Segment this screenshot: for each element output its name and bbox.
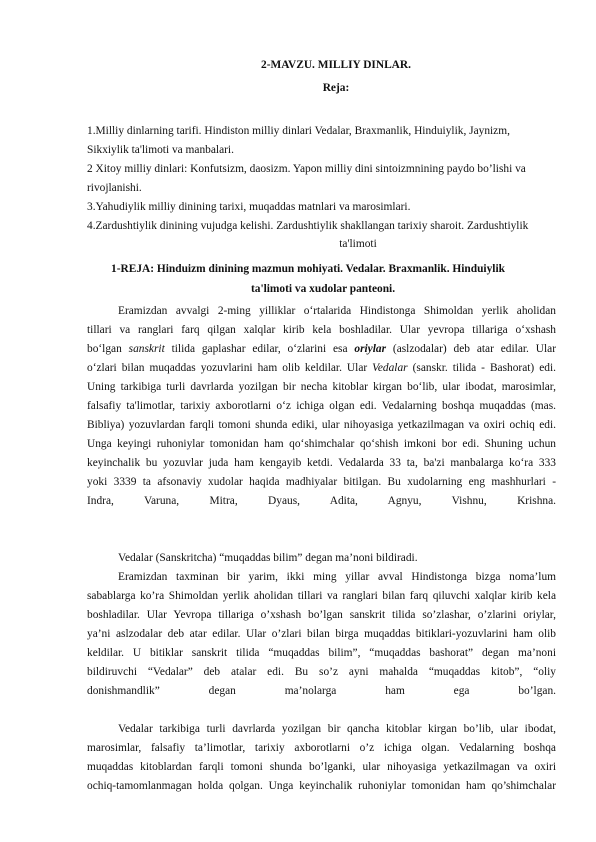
section-heading: 1-REJA: Hinduizm dinining mazmun mohiyati. Vedalar. Braxmanlik. Hinduiylik [111, 263, 505, 275]
paragraph-line: falsafiy ta'limotlar, tarixiy axborotlarni o‘z ichiga olgan edi. Vedalarning boshqa muqaddas (mas. [87, 400, 556, 412]
paragraph-line: tillari va ranglari farq qilgan xalqlar kirib kela boshladilar. Ular yevropa tillariga o‘xshash [87, 324, 556, 336]
page-title: 2-MAVZU. MILLIY DINLAR. [261, 59, 411, 71]
paragraph-line: donishmandlik” degan ma’nolarga ham ega bo’lgan. [87, 685, 556, 697]
paragraph-line: boshladilar. Ular Yevropa tillariga o’xshash bo’lgan sanskrit tilida so’zlashar, o’zlarini oriylar, [87, 609, 556, 621]
paragraph-line: sabablarga ko’ra Shimoldan yerlik aholidan tillari va ranglari bilan farq qiluvchi xalqlar kirib kela [87, 590, 556, 602]
paragraph-line: ya’ni aslzodalar deb atar edilar. Ular o’zlari bilan birga muqaddas bitiklari-yozuvlarini ham olib [87, 628, 556, 640]
paragraph-line: Eramizdan taxminan bir yarim, ikki ming yillar avval Hindistonga bizga noma’lum [118, 571, 556, 583]
plan-item: rivojlanishi. [87, 182, 142, 194]
paragraph-line: marosimlar, falsafiy ta’limotlar, tarixiy axborotlarni o’z ichiga olgan. Vedalarning boshqa [87, 742, 556, 754]
paragraph-line: keldilar. U bitiklar sanskrit tilida “muqaddas bilim”, “muqaddas bashorat” degan ma’noni [87, 647, 556, 659]
plan-heading: Reja: [322, 82, 350, 94]
plan-item: 1.Milliy dinlarning tarifi. Hindiston milliy dinlari Vedalar, Braxmanlik, Hinduiylik, Jaynizm, [87, 125, 510, 137]
plan-item: Sikxiylik ta'limoti va manbalari. [87, 144, 234, 156]
paragraph-line: Uning tarkibiga turli davrlarda yozilgan bir necha kitoblar kirgan bo‘lib, ular ibodat, marosimlar, [87, 381, 556, 393]
plan-item: 4.Zardushtiylik dinining vujudga kelishi. Zardushtiylik shakllangan tarixiy sharoit. Zardushtiylik [87, 220, 529, 232]
paragraph-line: Eramizdan avvalgi 2-ming yilliklar o‘rtalarida Hindistonga Shimoldan yerlik aholidan [118, 305, 556, 317]
paragraph-line: Vedalar tarkibiga turli davrlarda yozilgan bir qancha kitoblar kirgan bo’lib, ular ibodat, [118, 723, 556, 735]
paragraph-line: Bibliya) yozuvlardan farqli tomoni shunda ediki, ular nihoyasiga yetkazilmagan va oxiri ochiq edi. [87, 419, 556, 431]
paragraph-line: Unga keyingi ruhoniylar tomonidan ham qo‘shimchalar qo‘shish imkoni bor edi. Shuning uchun [87, 438, 556, 450]
paragraph-line: ochiq-tamomlanmagan holda qolgan. Unga keyinchalik ruhoniylar tomonidan ham qo’shimchalar [87, 780, 556, 792]
plan-item: ta'limoti [339, 238, 377, 250]
plan-item: 3.Yahudiylik milliy dinining tarixi, muqaddas matnlari va marosimlari. [87, 201, 411, 213]
paragraph-line: o‘zlari bilan muqaddas yozuvlarini ham olib keldilar. Ular Vedalar (sanskr. tilida - Bashorat) edi. [87, 362, 556, 374]
paragraph-line: bo‘lgan sanskrit tilida gaplashar edilar, o‘zlarini esa oriylar (aslzodalar) deb atar edilar. Ular [87, 343, 556, 355]
paragraph-line: muqaddas kitoblardan farqli tomoni shunda bo’lganki, ular nihoyasiga yetkazilmagan va oxiri [87, 761, 556, 773]
paragraph-line: keyinchalik bu yozuvlar juda ham kengayib ketdi. Vedalarda 33 ta, ba'zi manbalarga ko‘ra 333 [87, 457, 556, 469]
plan-item: 2 Xitoy milliy dinlari: Konfutsizm, daosizm. Yapon milliy dini sintoizmnining paydo bo’lishi va [87, 163, 526, 175]
paragraph-line: yoki 3339 ta afsonaviy xudolar haqida madhiyalar bitilgan. Bu xudolarning eng mashhurlari - [87, 476, 556, 488]
paragraph-line: Indra, Varuna, Mitra, Dyaus, Adita, Agnyu, Vishnu, Krishna. [87, 495, 556, 507]
paragraph-line: Vedalar (Sanskritcha) “muqaddas bilim” degan ma’noni bildiradi. [118, 552, 418, 564]
paragraph-line: bildiruvchi “Vedalar” deb atalar edi. Bu so’z ayni mahalda “muqaddas kitob”, “oliy [87, 666, 556, 678]
section-heading: ta'limoti va xudolar panteoni. [250, 283, 396, 295]
